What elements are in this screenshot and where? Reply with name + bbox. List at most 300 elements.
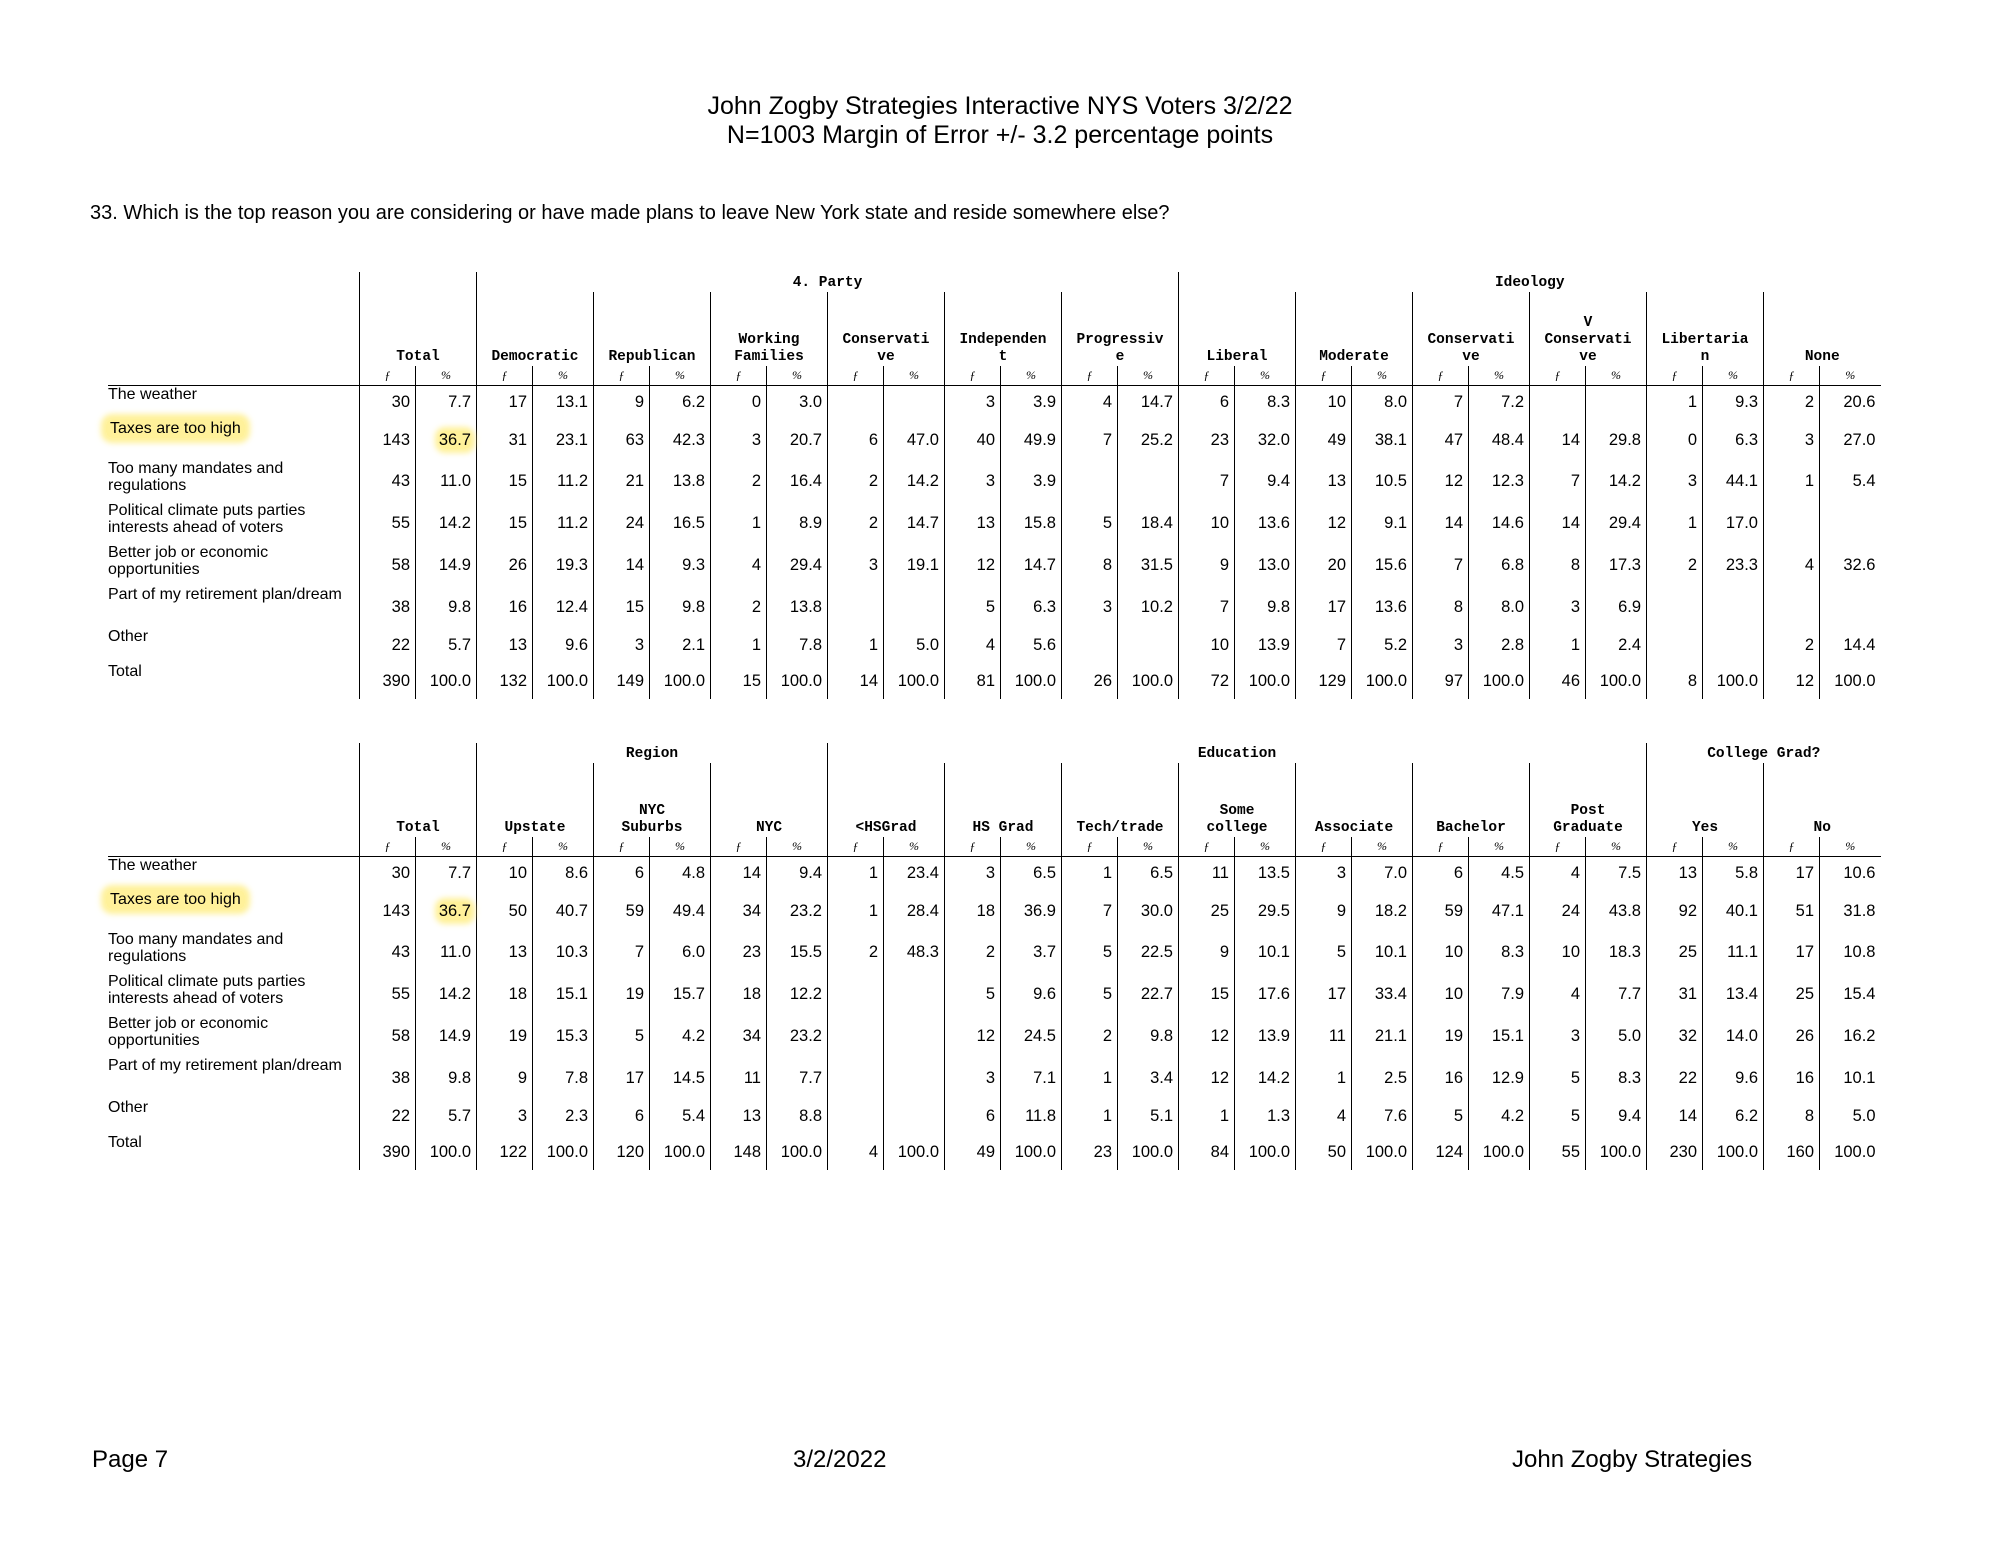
cell-frequency: 13	[1296, 460, 1352, 502]
cell-frequency: 11	[1179, 856, 1235, 891]
pct-symbol: %	[416, 837, 477, 856]
cell-percent: 22.5	[1118, 931, 1179, 973]
cell-frequency: 23	[711, 931, 767, 973]
f-symbol: ƒ	[1530, 837, 1586, 856]
f-symbol: ƒ	[477, 837, 533, 856]
column-header: Total	[360, 292, 477, 366]
cell-percent: 4.8	[650, 856, 711, 891]
cell-frequency: 4	[1530, 973, 1586, 1015]
table-row	[108, 856, 1881, 891]
pct-symbol: %	[1352, 366, 1413, 385]
cell-frequency: 63	[594, 420, 650, 460]
cell-percent: 33.4	[1352, 973, 1413, 1015]
column-header: Conservati ve	[1413, 292, 1530, 366]
row-label: Other	[108, 628, 149, 645]
f-symbol: ƒ	[594, 366, 650, 385]
cell-percent: 9.6	[1703, 1057, 1764, 1099]
column-header: Republican	[594, 292, 711, 366]
cell-frequency: 25	[1764, 973, 1820, 1015]
cell-frequency: 8	[1530, 544, 1586, 586]
cell-percent: 13.5	[1235, 856, 1296, 891]
column-header: Some college	[1179, 763, 1296, 837]
group-header: 4. Party	[477, 272, 1179, 292]
cell-frequency	[828, 385, 884, 420]
pct-symbol: %	[1001, 366, 1062, 385]
table-row	[108, 502, 1881, 544]
cell-frequency: 18	[945, 891, 1001, 931]
cell-frequency: 120	[594, 1134, 650, 1170]
cell-percent: 7.7	[1586, 973, 1647, 1015]
cell-percent: 100.0	[1586, 1134, 1647, 1170]
cell-percent: 7.6	[1352, 1099, 1413, 1134]
cell-frequency: 2	[1764, 628, 1820, 663]
cell-percent: 18.3	[1586, 931, 1647, 973]
cell-frequency: 1	[1764, 460, 1820, 502]
cell-percent: 12.3	[1469, 460, 1530, 502]
cell-frequency: 12	[1296, 502, 1352, 544]
column-header: Tech/trade	[1062, 763, 1179, 837]
cell-frequency: 58	[360, 1015, 416, 1057]
column-header: NYC	[711, 763, 828, 837]
cell-frequency: 6	[945, 1099, 1001, 1134]
cell-frequency: 3	[945, 385, 1001, 420]
pct-symbol: %	[650, 837, 711, 856]
cell-percent: 5.8	[1703, 856, 1764, 891]
cell-percent: 100.0	[1469, 1134, 1530, 1170]
cell-percent: 7.2	[1469, 385, 1530, 420]
cell-percent: 100.0	[416, 1134, 477, 1170]
cell-frequency: 143	[360, 420, 416, 460]
cell-frequency: 148	[711, 1134, 767, 1170]
cell-percent: 100.0	[884, 663, 945, 699]
cell-frequency: 9	[1179, 544, 1235, 586]
cell-frequency: 6	[594, 1099, 650, 1134]
cell-frequency: 2	[828, 502, 884, 544]
cell-frequency: 3	[828, 544, 884, 586]
cell-frequency: 7	[1062, 420, 1118, 460]
cell-percent: 23.3	[1703, 544, 1764, 586]
pct-symbol: %	[1001, 837, 1062, 856]
cell-frequency: 390	[360, 1134, 416, 1170]
cell-percent: 100.0	[533, 663, 594, 699]
cell-percent: 14.9	[416, 1015, 477, 1057]
cell-percent: 3.4	[1118, 1057, 1179, 1099]
cell-frequency: 2	[1062, 1015, 1118, 1057]
cell-frequency: 3	[945, 460, 1001, 502]
cell-frequency: 1	[711, 628, 767, 663]
cell-frequency: 25	[1647, 931, 1703, 973]
f-symbol: ƒ	[1179, 366, 1235, 385]
row-label: Too many mandates and regulations	[108, 931, 284, 965]
cell-frequency: 15	[477, 460, 533, 502]
cell-percent: 23.2	[767, 1015, 828, 1057]
cell-frequency: 2	[711, 586, 767, 628]
cell-percent: 14.2	[416, 973, 477, 1015]
cell-frequency: 13	[711, 1099, 767, 1134]
cell-percent: 32.0	[1235, 420, 1296, 460]
cell-percent: 9.1	[1352, 502, 1413, 544]
cell-percent	[1118, 460, 1179, 502]
cell-percent: 14.2	[416, 502, 477, 544]
pct-symbol: %	[1703, 366, 1764, 385]
cell-percent: 6.5	[1118, 856, 1179, 891]
cell-percent: 16.5	[650, 502, 711, 544]
cell-percent: 12.2	[767, 973, 828, 1015]
cell-frequency	[1062, 628, 1118, 663]
cell-percent: 10.1	[1820, 1057, 1881, 1099]
table-row	[108, 460, 1881, 502]
cell-percent: 100.0	[1001, 1134, 1062, 1170]
cell-percent: 31.5	[1118, 544, 1179, 586]
cell-percent: 7.7	[767, 1057, 828, 1099]
cell-percent: 7.7	[416, 856, 477, 891]
f-symbol: ƒ	[1647, 366, 1703, 385]
cell-frequency: 3	[1296, 856, 1352, 891]
table-row	[108, 1057, 1881, 1099]
table-row	[108, 973, 1881, 1015]
cell-frequency: 10	[1179, 502, 1235, 544]
cell-frequency: 15	[594, 586, 650, 628]
report-subtitle: N=1003 Margin of Error +/- 3.2 percentage points	[726, 121, 1274, 149]
row-label: Total	[108, 663, 142, 680]
cell-percent: 7.8	[767, 628, 828, 663]
cell-percent: 5.0	[1586, 1015, 1647, 1057]
pct-symbol: %	[884, 837, 945, 856]
cell-percent: 100.0	[1703, 663, 1764, 699]
cell-frequency: 1	[1062, 1099, 1118, 1134]
cell-frequency: 30	[360, 856, 416, 891]
cell-percent: 14.6	[1469, 502, 1530, 544]
cell-frequency: 43	[360, 460, 416, 502]
column-header: Moderate	[1296, 292, 1413, 366]
cell-percent: 9.3	[1703, 385, 1764, 420]
cell-frequency	[1647, 628, 1703, 663]
pct-symbol: %	[767, 366, 828, 385]
cell-frequency: 46	[1530, 663, 1586, 699]
cell-percent	[1586, 385, 1647, 420]
cell-percent: 48.4	[1469, 420, 1530, 460]
cell-percent: 100.0	[1235, 663, 1296, 699]
cell-frequency: 31	[477, 420, 533, 460]
question-text: 33. Which is the top reason you are considering or have made plans to leave New York state and reside somewhere else?	[90, 202, 1170, 224]
cell-frequency: 14	[828, 663, 884, 699]
cell-percent: 8.3	[1586, 1057, 1647, 1099]
cell-percent: 19.1	[884, 544, 945, 586]
cell-frequency: 81	[945, 663, 1001, 699]
cell-frequency: 4	[828, 1134, 884, 1170]
pct-symbol: %	[1352, 837, 1413, 856]
cell-frequency: 55	[360, 502, 416, 544]
pct-symbol: %	[1118, 837, 1179, 856]
cell-percent: 48.3	[884, 931, 945, 973]
cell-frequency: 50	[477, 891, 533, 931]
cell-frequency: 13	[477, 628, 533, 663]
cell-percent: 100.0	[1118, 663, 1179, 699]
f-symbol: ƒ	[1062, 366, 1118, 385]
cell-frequency: 160	[1764, 1134, 1820, 1170]
cell-percent: 7.8	[533, 1057, 594, 1099]
f-symbol: ƒ	[828, 366, 884, 385]
cell-percent: 24.5	[1001, 1015, 1062, 1057]
cell-percent: 6.8	[1469, 544, 1530, 586]
cell-percent: 29.4	[767, 544, 828, 586]
table-row	[108, 1134, 1881, 1170]
cell-percent: 32.6	[1820, 544, 1881, 586]
cell-percent: 49.9	[1001, 420, 1062, 460]
cell-frequency: 15	[711, 663, 767, 699]
cell-percent: 42.3	[650, 420, 711, 460]
cell-percent: 11.0	[416, 931, 477, 973]
column-header: Total	[360, 763, 477, 837]
column-header: Libertaria n	[1647, 292, 1764, 366]
pct-symbol: %	[1586, 366, 1647, 385]
cell-percent: 1.3	[1235, 1099, 1296, 1134]
cell-percent: 13.6	[1352, 586, 1413, 628]
cell-frequency: 16	[477, 586, 533, 628]
cell-frequency: 6	[1179, 385, 1235, 420]
cell-percent: 7.7	[416, 385, 477, 420]
cell-percent: 8.3	[1235, 385, 1296, 420]
cell-frequency: 72	[1179, 663, 1235, 699]
pct-symbol: %	[1703, 837, 1764, 856]
cell-percent: 5.7	[416, 628, 477, 663]
cell-percent: 13.0	[1235, 544, 1296, 586]
cell-percent: 100.0	[1820, 663, 1881, 699]
cell-percent	[884, 385, 945, 420]
cell-frequency: 7	[594, 931, 650, 973]
cell-percent: 15.4	[1820, 973, 1881, 1015]
cell-frequency: 59	[1413, 891, 1469, 931]
cell-frequency: 1	[1062, 856, 1118, 891]
cell-percent: 10.5	[1352, 460, 1413, 502]
cell-frequency: 25	[1179, 891, 1235, 931]
cell-frequency: 6	[594, 856, 650, 891]
cell-frequency: 5	[1062, 502, 1118, 544]
cell-percent: 10.1	[1352, 931, 1413, 973]
cell-percent: 8.8	[767, 1099, 828, 1134]
cell-percent: 18.2	[1352, 891, 1413, 931]
cell-percent: 31.8	[1820, 891, 1881, 931]
cell-percent: 14.7	[1118, 385, 1179, 420]
group-header: Education	[828, 743, 1647, 763]
cell-frequency	[828, 586, 884, 628]
cell-frequency: 14	[1647, 1099, 1703, 1134]
cell-frequency: 3	[711, 420, 767, 460]
cell-percent: 20.6	[1820, 385, 1881, 420]
cell-percent: 100.0	[650, 663, 711, 699]
footer-page-number: Page 7	[92, 1446, 169, 1473]
column-header: Post Graduate	[1530, 763, 1647, 837]
cell-percent: 11.2	[533, 460, 594, 502]
table-row	[108, 385, 1881, 420]
cell-percent	[1820, 586, 1881, 628]
cell-frequency: 32	[1647, 1015, 1703, 1057]
cell-frequency: 15	[1179, 973, 1235, 1015]
cell-percent: 5.1	[1118, 1099, 1179, 1134]
cell-frequency: 2	[945, 931, 1001, 973]
cell-frequency: 3	[477, 1099, 533, 1134]
cell-percent: 17.3	[1586, 544, 1647, 586]
cell-frequency: 16	[1764, 1057, 1820, 1099]
cell-frequency: 7	[1179, 586, 1235, 628]
cell-percent: 3.7	[1001, 931, 1062, 973]
cell-percent: 17.0	[1703, 502, 1764, 544]
cell-percent: 3.9	[1001, 460, 1062, 502]
cell-percent: 14.0	[1703, 1015, 1764, 1057]
cell-frequency: 2	[828, 460, 884, 502]
f-symbol: ƒ	[360, 366, 416, 385]
cell-frequency: 7	[1530, 460, 1586, 502]
cell-percent: 100.0	[1469, 663, 1530, 699]
cell-frequency: 49	[1296, 420, 1352, 460]
cell-frequency: 0	[711, 385, 767, 420]
cell-percent: 5.7	[416, 1099, 477, 1134]
cell-percent: 10.3	[533, 931, 594, 973]
cell-percent	[1820, 502, 1881, 544]
cell-percent: 9.4	[1235, 460, 1296, 502]
cell-frequency: 9	[1296, 891, 1352, 931]
cell-percent: 40.7	[533, 891, 594, 931]
cell-percent: 4.5	[1469, 856, 1530, 891]
cell-percent: 15.8	[1001, 502, 1062, 544]
cell-frequency: 55	[360, 973, 416, 1015]
cell-percent: 5.0	[1820, 1099, 1881, 1134]
cell-percent: 4.2	[650, 1015, 711, 1057]
cell-percent: 14.7	[884, 502, 945, 544]
cell-percent: 2.5	[1352, 1057, 1413, 1099]
report-title: John Zogby Strategies Interactive NYS Voters 3/2/22	[707, 92, 1293, 120]
cell-frequency	[1530, 385, 1586, 420]
cell-percent: 36.9	[1001, 891, 1062, 931]
cell-frequency: 7	[1413, 544, 1469, 586]
cell-percent: 15.3	[533, 1015, 594, 1057]
cell-percent: 8.3	[1469, 931, 1530, 973]
cell-percent: 2.4	[1586, 628, 1647, 663]
cell-frequency: 92	[1647, 891, 1703, 931]
cell-frequency: 132	[477, 663, 533, 699]
cell-frequency: 3	[945, 856, 1001, 891]
cell-frequency: 51	[1764, 891, 1820, 931]
cell-percent: 10.2	[1118, 586, 1179, 628]
cell-frequency: 5	[594, 1015, 650, 1057]
cell-percent: 14.2	[1586, 460, 1647, 502]
table-row	[108, 891, 1881, 931]
cell-percent	[884, 973, 945, 1015]
cell-frequency: 11	[711, 1057, 767, 1099]
cell-frequency: 12	[945, 544, 1001, 586]
row-label: Total	[108, 1134, 142, 1151]
cell-percent: 3.9	[1001, 385, 1062, 420]
cell-percent: 16.4	[767, 460, 828, 502]
cell-frequency: 5	[1062, 931, 1118, 973]
cell-frequency: 14	[1530, 502, 1586, 544]
column-header: <HSGrad	[828, 763, 945, 837]
cell-frequency: 1	[1647, 502, 1703, 544]
cell-frequency: 19	[1413, 1015, 1469, 1057]
cell-percent: 100.0	[1118, 1134, 1179, 1170]
cell-frequency: 1	[1296, 1057, 1352, 1099]
cell-percent: 13.9	[1235, 628, 1296, 663]
cell-frequency: 40	[945, 420, 1001, 460]
cell-frequency	[1764, 502, 1820, 544]
column-header: Liberal	[1179, 292, 1296, 366]
cell-percent: 29.8	[1586, 420, 1647, 460]
cell-percent: 29.4	[1586, 502, 1647, 544]
f-symbol: ƒ	[1296, 366, 1352, 385]
cell-frequency: 4	[1530, 856, 1586, 891]
pct-symbol: %	[1820, 366, 1881, 385]
cell-frequency: 1	[1530, 628, 1586, 663]
cell-percent: 15.6	[1352, 544, 1413, 586]
cell-frequency: 3	[1647, 460, 1703, 502]
cell-percent: 36.7	[416, 891, 477, 931]
cell-frequency: 13	[477, 931, 533, 973]
table-row	[108, 663, 1881, 699]
cell-percent: 8.6	[533, 856, 594, 891]
pct-symbol: %	[1118, 366, 1179, 385]
cell-percent: 30.0	[1118, 891, 1179, 931]
cell-percent: 11.2	[533, 502, 594, 544]
cell-percent: 9.6	[1001, 973, 1062, 1015]
cell-frequency: 7	[1413, 385, 1469, 420]
cell-percent: 7.5	[1586, 856, 1647, 891]
cell-frequency: 1	[1647, 385, 1703, 420]
group-header: College Grad?	[1647, 743, 1881, 763]
f-symbol: ƒ	[360, 837, 416, 856]
cell-frequency: 55	[1530, 1134, 1586, 1170]
cell-percent: 9.8	[416, 586, 477, 628]
cell-frequency: 17	[594, 1057, 650, 1099]
cell-frequency: 2	[1764, 385, 1820, 420]
cell-percent: 100.0	[1586, 663, 1647, 699]
cell-frequency: 47	[1413, 420, 1469, 460]
table-row	[108, 1099, 1881, 1134]
cell-frequency: 30	[360, 385, 416, 420]
column-header: Bachelor	[1413, 763, 1530, 837]
cell-frequency: 3	[1764, 420, 1820, 460]
cell-frequency: 38	[360, 1057, 416, 1099]
cell-frequency: 4	[711, 544, 767, 586]
cell-frequency: 97	[1413, 663, 1469, 699]
cell-frequency: 9	[1179, 931, 1235, 973]
cell-percent: 20.7	[767, 420, 828, 460]
cell-frequency: 19	[594, 973, 650, 1015]
cell-percent: 100.0	[1235, 1134, 1296, 1170]
cell-frequency: 2	[1647, 544, 1703, 586]
cell-frequency: 10	[1296, 385, 1352, 420]
cell-percent: 47.0	[884, 420, 945, 460]
row-label: Taxes are too high	[108, 420, 360, 460]
table-row	[108, 628, 1881, 663]
cell-percent: 12.4	[533, 586, 594, 628]
cell-frequency: 5	[945, 586, 1001, 628]
cell-percent: 100.0	[767, 663, 828, 699]
cell-percent: 13.6	[1235, 502, 1296, 544]
cell-frequency: 9	[477, 1057, 533, 1099]
column-header: HS Grad	[945, 763, 1062, 837]
cell-percent: 11.1	[1703, 931, 1764, 973]
cell-percent: 6.2	[1703, 1099, 1764, 1134]
pct-symbol: %	[650, 366, 711, 385]
cell-percent: 100.0	[884, 1134, 945, 1170]
cell-frequency: 1	[828, 628, 884, 663]
cell-percent	[884, 1099, 945, 1134]
cell-percent: 13.9	[1235, 1015, 1296, 1057]
cell-percent: 25.2	[1118, 420, 1179, 460]
cell-frequency: 43	[360, 931, 416, 973]
cell-frequency: 390	[360, 663, 416, 699]
cell-frequency: 34	[711, 891, 767, 931]
